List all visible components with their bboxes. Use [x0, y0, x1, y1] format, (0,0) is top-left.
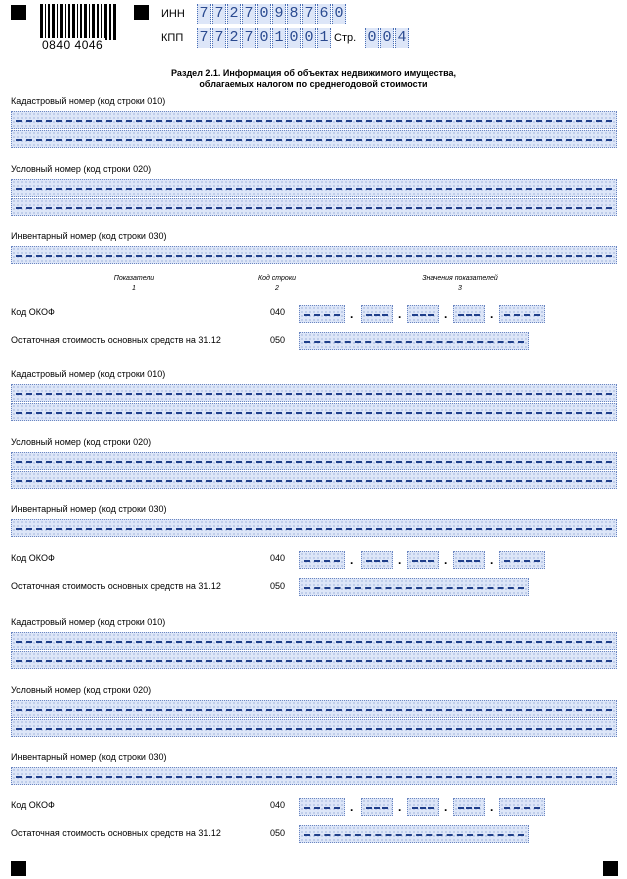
kpp-field[interactable] [197, 28, 332, 48]
corner-marker-top-right [134, 5, 149, 20]
okof-label: Код ОКОФ [11, 307, 55, 317]
field-dashline [412, 314, 434, 316]
residual-value-label: Остаточная стоимость основных средств на 31.12 [11, 828, 221, 838]
conditional-number-field-2[interactable] [11, 719, 617, 737]
field-dashline [412, 560, 434, 562]
okof-separator-dot: . [490, 553, 494, 567]
okof-separator-dot: . [398, 800, 402, 814]
field-dashline [16, 528, 612, 530]
digit-cell[interactable]: 0 [257, 4, 271, 24]
digit-cell[interactable]: 2 [227, 28, 241, 48]
conditional-number-field-1[interactable] [11, 179, 617, 197]
inn-field[interactable] [197, 4, 347, 24]
page-number-field[interactable] [365, 28, 410, 48]
digit-cell[interactable]: 7 [212, 28, 226, 48]
inn-label: ИНН [161, 8, 185, 20]
field-dashline [16, 641, 612, 643]
field-dashline [16, 120, 612, 122]
digit-cell[interactable]: 8 [287, 4, 301, 24]
field-dashline [366, 807, 388, 809]
cadastral-number-label: Кадастровый номер (код строки 010) [11, 369, 166, 379]
okof-part-field-4[interactable] [453, 305, 485, 323]
field-dashline [366, 560, 388, 562]
okof-separator-dot: . [398, 307, 402, 321]
digit-cell[interactable]: 7 [302, 4, 316, 24]
section-title-line1: Раздел 2.1. Информация об объектах недвижимого имущества, [171, 68, 456, 78]
field-dashline [16, 480, 612, 482]
barcode-number: 0840 4046 [42, 38, 104, 52]
field-dashline [458, 314, 480, 316]
digit-cell[interactable]: 0 [257, 28, 271, 48]
okof-part-field-3[interactable] [407, 551, 439, 569]
okof-part-field-2[interactable] [361, 798, 393, 816]
conditional-number-field-1[interactable] [11, 700, 617, 718]
field-dashline [458, 560, 480, 562]
kpp-label: КПП [161, 32, 184, 44]
corner-marker-top-left [11, 5, 26, 20]
conditional-number-field-2[interactable] [11, 198, 617, 216]
cadastral-number-field-1[interactable] [11, 111, 617, 129]
section-title-line2: облагаемых налогом по среднегодовой стоимости [199, 79, 428, 89]
barcode [38, 4, 120, 52]
digit-cell[interactable]: 7 [197, 4, 211, 24]
field-dashline [16, 139, 612, 141]
field-dashline [504, 807, 540, 809]
okof-separator-dot: . [398, 553, 402, 567]
residual-value-line-code: 050 [270, 828, 286, 838]
inventory-number-label: Инвентарный номер (код строки 030) [11, 504, 167, 514]
digit-cell[interactable]: 6 [317, 4, 331, 24]
okof-label: Код ОКОФ [11, 800, 55, 810]
okof-separator-dot: . [444, 307, 448, 321]
okof-part-field-2[interactable] [361, 551, 393, 569]
digit-cell[interactable]: 1 [317, 28, 331, 48]
corner-marker-bottom-left [11, 861, 26, 876]
okof-part-field-1[interactable] [299, 798, 345, 816]
field-dashline [16, 255, 612, 257]
okof-part-field-1[interactable] [299, 551, 345, 569]
residual-value-label: Остаточная стоимость основных средств на 31.12 [11, 335, 221, 345]
okof-separator-dot: . [350, 307, 354, 321]
field-dashline [16, 709, 612, 711]
field-dashline [16, 660, 612, 662]
residual-value-line-code: 050 [270, 581, 286, 591]
field-dashline [304, 834, 524, 836]
residual-value-field[interactable] [299, 332, 529, 350]
field-dashline [412, 807, 434, 809]
residual-value-label: Остаточная стоимость основных средств на 31.12 [11, 581, 221, 591]
field-dashline [16, 728, 612, 730]
digit-cell[interactable]: 7 [242, 4, 256, 24]
digit-cell[interactable]: 7 [242, 28, 256, 48]
cadastral-number-field-2[interactable] [11, 403, 617, 421]
okof-line-code: 040 [270, 800, 286, 810]
residual-value-field[interactable] [299, 825, 529, 843]
col-header-indicators-num: 1 [132, 285, 136, 292]
section-title [0, 68, 627, 90]
field-dashline [304, 314, 340, 316]
inventory-number-label: Инвентарный номер (код строки 030) [11, 752, 167, 762]
okof-separator-dot: . [350, 553, 354, 567]
okof-part-field-1[interactable] [299, 305, 345, 323]
col-header-line-code-num: 2 [275, 285, 279, 292]
field-dashline [366, 314, 388, 316]
okof-separator-dot: . [444, 800, 448, 814]
digit-cell[interactable]: 0 [332, 4, 346, 24]
okof-part-field-5[interactable] [499, 305, 545, 323]
barcode-bars [38, 4, 120, 40]
okof-part-field-4[interactable] [453, 551, 485, 569]
cadastral-number-label: Кадастровый номер (код строки 010) [11, 96, 166, 106]
cadastral-number-field-2[interactable] [11, 651, 617, 669]
digit-cell[interactable]: 9 [272, 4, 286, 24]
cadastral-number-field-1[interactable] [11, 632, 617, 650]
conditional-number-field-2[interactable] [11, 471, 617, 489]
digit-cell[interactable]: 4 [395, 28, 409, 48]
okof-separator-dot: . [350, 800, 354, 814]
field-dashline [16, 412, 612, 414]
page-label: Стр. [334, 32, 357, 44]
conditional-number-label: Условный номер (код строки 020) [11, 164, 152, 174]
field-dashline [504, 314, 540, 316]
col-header-line-code: Код строки [257, 275, 297, 282]
inventory-number-field[interactable] [11, 246, 617, 264]
digit-cell[interactable]: 1 [272, 28, 286, 48]
okof-separator-dot: . [490, 307, 494, 321]
inventory-number-label: Инвентарный номер (код строки 030) [11, 231, 167, 241]
okof-line-code: 040 [270, 553, 286, 563]
field-dashline [304, 807, 340, 809]
field-dashline [304, 587, 524, 589]
field-dashline [16, 207, 612, 209]
inventory-number-field[interactable] [11, 767, 617, 785]
col-header-values-num: 3 [458, 285, 462, 292]
digit-cell[interactable]: 2 [227, 4, 241, 24]
okof-label: Код ОКОФ [11, 553, 55, 563]
conditional-number-field-1[interactable] [11, 452, 617, 470]
okof-part-field-2[interactable] [361, 305, 393, 323]
okof-part-field-3[interactable] [407, 305, 439, 323]
field-dashline [16, 393, 612, 395]
digit-cell[interactable]: 7 [197, 28, 211, 48]
okof-line-code: 040 [270, 307, 286, 317]
residual-value-field[interactable] [299, 578, 529, 596]
col-header-indicators: Показатели [113, 275, 155, 282]
digit-cell[interactable]: 7 [212, 4, 226, 24]
cadastral-number-field-1[interactable] [11, 384, 617, 402]
cadastral-number-label: Кадастровый номер (код строки 010) [11, 617, 166, 627]
field-dashline [16, 461, 612, 463]
okof-separator-dot: . [444, 553, 448, 567]
okof-part-field-4[interactable] [453, 798, 485, 816]
col-header-values: Значения показателей [422, 275, 498, 282]
cadastral-number-field-2[interactable] [11, 130, 617, 148]
field-dashline [304, 341, 524, 343]
field-dashline [304, 560, 340, 562]
digit-cell[interactable]: 0 [365, 28, 379, 48]
conditional-number-label: Условный номер (код строки 020) [11, 437, 152, 447]
okof-part-field-5[interactable] [499, 798, 545, 816]
okof-part-field-5[interactable] [499, 551, 545, 569]
corner-marker-bottom-right [603, 861, 618, 876]
okof-separator-dot: . [490, 800, 494, 814]
field-dashline [458, 807, 480, 809]
conditional-number-label: Условный номер (код строки 020) [11, 685, 152, 695]
field-dashline [504, 560, 540, 562]
inventory-number-field[interactable] [11, 519, 617, 537]
field-dashline [16, 776, 612, 778]
digit-cell[interactable]: 0 [302, 28, 316, 48]
digit-cell[interactable]: 0 [380, 28, 394, 48]
residual-value-line-code: 050 [270, 335, 286, 345]
digit-cell[interactable]: 0 [287, 28, 301, 48]
field-dashline [16, 188, 612, 190]
okof-part-field-3[interactable] [407, 798, 439, 816]
